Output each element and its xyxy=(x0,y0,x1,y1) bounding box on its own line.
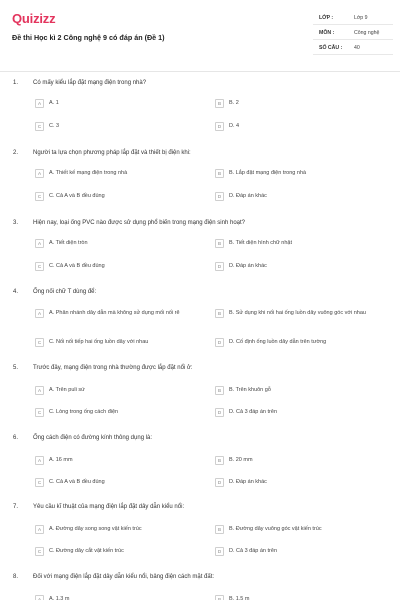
option-label: A. Thiết kế mạng điện trong nhà xyxy=(49,170,128,176)
question-text: Ống cách điện có đường kính thông dụng là: xyxy=(33,435,153,441)
option-letter-box: D xyxy=(215,192,224,201)
option-label: B. 2 xyxy=(229,100,239,106)
option-letter-box: D xyxy=(215,408,224,417)
question-text: Đối với mạng điện lắp đặt dây dẫn kiểu nổi, bảng điện cách mặt đất: xyxy=(33,574,215,580)
question-text: Yêu cầu kĩ thuật của mạng điện lắp đặt dây dẫn kiểu nổi: xyxy=(33,504,185,510)
option-label: A. Đường dây song song vật kiến trúc xyxy=(49,526,142,532)
meta-key: MÔN : xyxy=(319,30,335,36)
option-letter-box: C xyxy=(35,408,44,417)
option-label: B. Tiết diện hình chữ nhật xyxy=(229,240,293,246)
option-letter-box: B xyxy=(215,386,224,395)
option-letter-box: A xyxy=(35,525,44,534)
option-label: A. Phân nhánh dây dẫn mà không sử dụng mối nối rẽ xyxy=(49,310,180,316)
option-label: C. Cả A và B đều đúng xyxy=(49,193,105,199)
option-label: B. 20 mm xyxy=(229,457,253,463)
question-number: 8. xyxy=(13,574,19,580)
option-label: B. Sử dụng khi nối hai ống luồn dây vuông góc với nhau xyxy=(229,310,366,316)
option-letter-box: D xyxy=(215,262,224,271)
option-letter-box: A xyxy=(35,386,44,395)
question-number: 5. xyxy=(13,365,19,371)
option-label: A. Tiết diện tròn xyxy=(49,240,88,246)
option-label: D. Đáp án khác xyxy=(229,479,267,485)
option-label: C. Nối nối tiếp hai ống luồn dây với nhau xyxy=(49,339,149,345)
meta-row-subject xyxy=(313,25,393,40)
quizizz-logo: Quizizz xyxy=(12,11,56,26)
option-label: C. Lòng trong ống cách điện xyxy=(49,409,119,415)
option-letter-box: B xyxy=(215,525,224,534)
option-label: B. Trên khuôn gỗ xyxy=(229,387,271,393)
option-label: B. Lắp đặt mạng điện trong nhà xyxy=(229,170,307,176)
option-letter-box: D xyxy=(215,478,224,487)
meta-key: LỚP : xyxy=(319,15,334,21)
option-label: D. Đáp án khác xyxy=(229,263,267,269)
option-letter-box: C xyxy=(35,478,44,487)
option-letter-box: B xyxy=(215,309,224,318)
option-label: A. 16 mm xyxy=(49,457,73,463)
meta-value: 40 xyxy=(354,45,360,51)
option-letter-box: C xyxy=(35,192,44,201)
meta-key: SỐ CÂU : xyxy=(319,45,343,51)
meta-row-class xyxy=(313,10,393,25)
option-letter-box: D xyxy=(215,122,224,131)
option-label: A. 1 xyxy=(49,100,59,106)
question-number: 2. xyxy=(13,150,19,156)
option-letter-box: A xyxy=(35,456,44,465)
option-letter-box: B xyxy=(215,169,224,178)
option-letter-box: A xyxy=(35,595,44,600)
option-label: D. Cả 3 đáp án trên xyxy=(229,548,278,554)
option-letter-box: C xyxy=(35,262,44,271)
meta-value: Lớp 9 xyxy=(354,15,368,21)
option-letter-box: C xyxy=(35,338,44,347)
option-label: C. Đường dây cắt vật kiến trúc xyxy=(49,548,124,554)
question-number: 6. xyxy=(13,435,19,441)
option-label: D. Cố định ống luồn dây dẫn trên tường xyxy=(229,339,327,345)
option-letter-box: B xyxy=(215,456,224,465)
document-title: Đề thi Học kì 2 Công nghệ 9 có đáp án (Đề 1) xyxy=(12,33,165,42)
option-letter-box: C xyxy=(35,122,44,131)
option-letter-box: B xyxy=(215,239,224,248)
question-number: 1. xyxy=(13,80,19,86)
option-letter-box: D xyxy=(215,547,224,556)
question-number: 3. xyxy=(13,220,19,226)
option-label: C. Cả A và B đều đúng xyxy=(49,479,105,485)
question-number: 7. xyxy=(13,504,19,510)
document-header xyxy=(0,0,400,72)
meta-info-box xyxy=(313,10,393,55)
question-number: 4. xyxy=(13,289,19,295)
option-label: A. 1,3 m xyxy=(49,596,70,600)
option-letter-box: C xyxy=(35,547,44,556)
option-letter-box: A xyxy=(35,169,44,178)
option-letter-box: A xyxy=(35,99,44,108)
option-label: B. Đường dây vuông góc vật kiến trúc xyxy=(229,526,322,532)
question-text: Ống nối chữ T dùng để: xyxy=(33,289,97,295)
option-label: C. 3 xyxy=(49,123,60,129)
question-text: Có mấy kiểu lắp đặt mạng điện trong nhà? xyxy=(33,80,147,86)
option-letter-box: B xyxy=(215,595,224,600)
meta-row-question-count xyxy=(313,40,393,55)
question-text: Trước đây, mạng điện trong nhà thường được lắp đặt nổi ở: xyxy=(33,365,193,371)
question-text: Người ta lựa chọn phương pháp lắp đặt và thiết bị điện khi: xyxy=(33,150,191,156)
option-letter-box: D xyxy=(215,338,224,347)
option-letter-box: A xyxy=(35,239,44,248)
option-letter-box: B xyxy=(215,99,224,108)
option-label: D. Đáp án khác xyxy=(229,193,267,199)
option-label: D. 4 xyxy=(229,123,240,129)
question-text: Hiện nay, loại ống PVC nào được sử dụng phổ biến trong mạng điện sinh hoạt? xyxy=(33,220,245,226)
option-letter-box: A xyxy=(35,309,44,318)
option-label: C. Cả A và B đều đúng xyxy=(49,263,105,269)
option-label: B. 1,5 m xyxy=(229,596,250,600)
meta-value: Công nghệ xyxy=(354,30,380,36)
option-label: D. Cả 3 đáp án trên xyxy=(229,409,278,415)
option-label: A. Trên puli sứ xyxy=(49,387,85,393)
